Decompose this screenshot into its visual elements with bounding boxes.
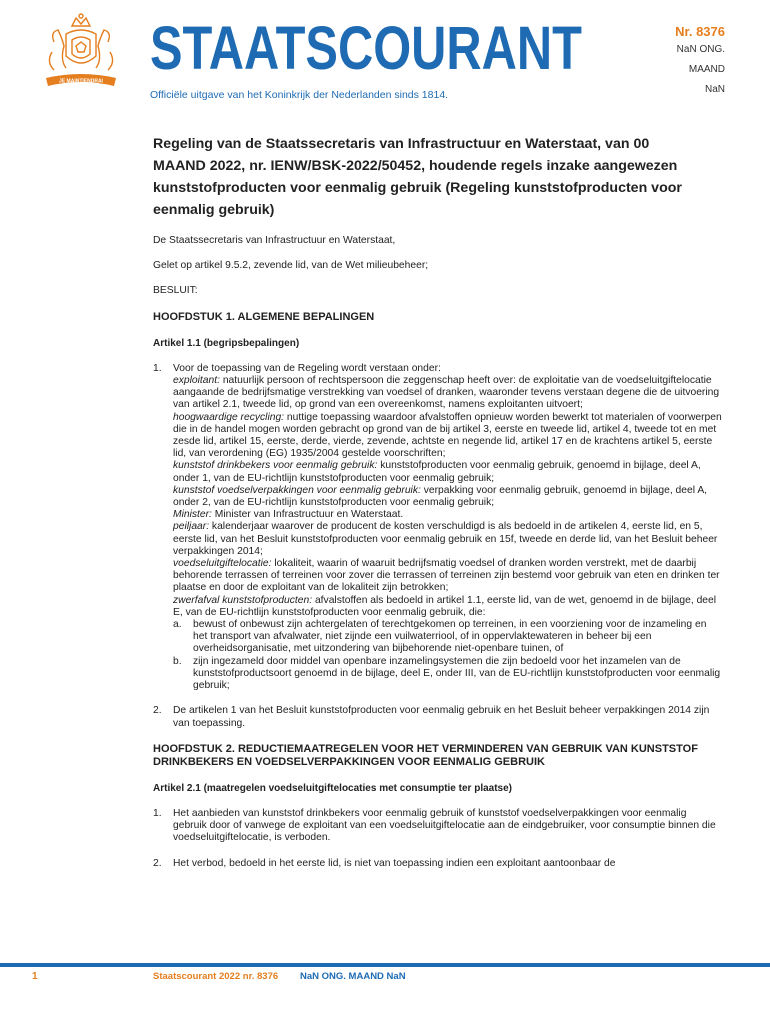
sub-item-letter: a. bbox=[173, 619, 182, 631]
definition-text: kalenderjaar waarover de producent de kosten verschuldigd is als bedoeld in de artikelen 4, eerste lid, en 5, eerste lid, van het Besluit kunststofproducten voor eenmalig gebruik en 15f, tweede en derde lid, van het Besluit beheer verpakkingen 2014; bbox=[173, 521, 718, 557]
royal-crest-logo bbox=[42, 12, 120, 92]
intro-line-2: Gelet op artikel 9.5.2, zevende lid, van de Wet milieubeheer; bbox=[153, 260, 429, 272]
masthead-title: STAATSCOURANT bbox=[150, 14, 582, 82]
page-number: 1 bbox=[32, 971, 38, 982]
definition-text: verpakking voor eenmalig gebruik, genoemd in bijlage, deel A, onder 2, van de EU-richtlijn kunststofproducten voor eenmalig gebruik; bbox=[173, 484, 708, 509]
definition-term: hoogwaardige recycling: bbox=[173, 411, 285, 423]
item-lead: Voor de toepassing van de Regeling wordt verstaan onder: bbox=[173, 362, 441, 374]
item-number: 1. bbox=[153, 362, 162, 374]
chapter-2-heading: HOOFDSTUK 2. REDUCTIEMAATREGELEN VOOR HET VERMINDEREN VAN GEBRUIK VAN KUNSTSTOF DRINKBEKERS EN VOEDSELVERPAKKINGEN VOOR EENMALIG GEBRUIK bbox=[153, 742, 698, 768]
article-1-1-heading: Artikel 1.1 (begripsbepalingen) bbox=[153, 337, 300, 349]
issue-info bbox=[675, 24, 725, 100]
svg-text:JE MAINTIENDRAI: JE MAINTIENDRAI bbox=[59, 78, 103, 85]
footer-publication: Staatscourant 2022 nr. 8376 bbox=[153, 971, 279, 982]
article-2-1-heading: Artikel 2.1 (maatregelen voedseluitgiftelocaties met consumptie ter plaatse) bbox=[153, 782, 513, 794]
sub-item-text: bewust of onbewust zijn achtergelaten of terechtgekomen op terreinen, in een voorziening voor de inzameling en het transport van afvalwater, niet zijnde een vuilwaterriool, of in oppervlaktewateren in beheer bij een overheidsorganisatie, met uitzondering van bijbehorende niet-openbare tuinen, of bbox=[193, 619, 707, 655]
definition-term: peiljaar: bbox=[173, 521, 210, 533]
sub-item-a bbox=[173, 619, 723, 656]
definition bbox=[173, 595, 723, 619]
definition-term: kunststof drinkbekers voor eenmalig gebruik: bbox=[173, 460, 378, 472]
intro-line-3: BESLUIT: bbox=[153, 285, 198, 297]
document-body bbox=[153, 235, 723, 883]
issue-date-line-3: NaN bbox=[704, 84, 725, 95]
issue-date-line-2: MAAND bbox=[688, 64, 725, 75]
definition-text: lokaliteit, waarin of waaruit bedrijfsmatig voedsel of dranken worden verstrekt, met de daarbij behorende terrassen of terreinen voor zover die terrassen of terreinen zijn bestemd voor gebruik van eten en drinken ter plaatse en door de exploitant van de lokaliteit zijn betrokken; bbox=[173, 558, 720, 594]
definition-term: Minister: bbox=[173, 509, 212, 521]
footer-issue: NaN ONG. MAAND NaN bbox=[300, 971, 406, 982]
definition-text: afvalstoffen als bedoeld in artikel 1.1, eerste lid, van de wet, genoemd in de bijlage, deel E, van de EU-richtlijn kunststofproducten voor eenmalig gebruik, die: bbox=[173, 594, 717, 618]
definition-term: exploitant: bbox=[173, 375, 220, 387]
definition bbox=[173, 521, 723, 558]
issue-number: Nr. 8376 bbox=[675, 24, 725, 39]
intro-line-1: De Staatssecretaris van Infrastructuur en Waterstaat, bbox=[153, 235, 396, 246]
definition-term: kunststof voedselverpakkingen voor eenmalig gebruik: bbox=[173, 484, 421, 496]
definition bbox=[173, 485, 723, 509]
item-content: De artikelen 1 van het Besluit kunststofproducten voor eenmalig gebruik en het Besluit beheer verpakkingen 2014 zijn van toepassing. bbox=[173, 705, 710, 729]
article-1-1-item-1 bbox=[153, 363, 723, 692]
sub-item-letter: b. bbox=[173, 655, 182, 667]
item-content: Het aanbieden van kunststof drinkbekers voor eenmalig gebruik of kunststof voedselverpakkingen voor eenmalig gebruik door of vanwege de exploitant van een voedseluitgiftelocatie aan de eindgebruiker, voor consumptie binnen die voedseluitgiftelocatie, is verboden. bbox=[173, 807, 716, 844]
item-number: 2. bbox=[153, 705, 162, 717]
footer-divider bbox=[0, 963, 770, 967]
issue-date-line-1: NaN ONG. bbox=[676, 44, 725, 55]
article-2-1-item-2 bbox=[153, 858, 723, 870]
definition-term: zwerfafval kunststofproducten: bbox=[173, 594, 313, 606]
document-title: Regeling van de Staatssecretaris van Infrastructuur en Waterstaat, van 00 MAAND 2022, nr. IENW/BSK-2022/50452, houdende regels inzake aangewezen kunststofproducten voor eenmalig gebruik (Regeling kunststofproducten voor eenmalig gebruik) bbox=[153, 136, 682, 218]
chapter-1-heading: HOOFDSTUK 1. ALGEMENE BEPALINGEN bbox=[153, 310, 375, 323]
sub-item-text: zijn ingezameld door middel van openbare inzamelingsystemen die zijn bedoeld voor het inzamelen van de kunststofproductsoort genoemd in de bijlage, deel E, onder III, van de EU-richtlijn kunststofproducten voor eenmalig gebruik; bbox=[193, 655, 721, 692]
definition bbox=[173, 375, 723, 412]
definition bbox=[173, 460, 723, 484]
definition bbox=[173, 412, 723, 461]
definition-text: nuttige toepassing waardoor afvalstoffen opnieuw worden bewerkt tot materialen of voorwerpen die in de handel mogen worden gebracht op grond van de bij artikel 3, eerste en tweede lid, artikel 4, tweede tot en met zesde lid, artikel 15, eerste, derde, vierde, zevende, achtste en negende lid, artikel 17 en de krachtens artikel 5, eerste lid, van verordening (EG) 1935/2004 gestelde voorschriften; bbox=[173, 411, 722, 460]
sub-item-b bbox=[173, 656, 723, 693]
item-content: Het verbod, bedoeld in het eerste lid, is niet van toepassing indien een exploitant aantoonbaar de bbox=[173, 857, 616, 869]
definition-text: natuurlijk persoon of rechtspersoon die zeggenschap heeft over: de exploitatie van de voedseluitgiftelocatie aangaande de bedrijfsmatige verstrekking van voedsel of dranken, waaronder tevens verstaan degene die de uitvoering van artikel 2.1, tweede lid, op grond van een overeenkomst, namens exploitanten uitvoert; bbox=[173, 375, 720, 411]
masthead-tagline: Officiële uitgave van het Koninkrijk der Nederlanden sinds 1814. bbox=[150, 89, 449, 101]
definition bbox=[173, 558, 723, 595]
article-2-1-item-1 bbox=[153, 808, 723, 845]
definition-term: voedseluitgiftelocatie: bbox=[173, 558, 272, 570]
definition bbox=[173, 509, 723, 521]
item-number: 1. bbox=[153, 807, 162, 819]
article-1-1-item-2 bbox=[153, 705, 723, 729]
definition-text: Minister van Infrastructuur en Waterstaat. bbox=[211, 509, 404, 521]
item-content bbox=[173, 363, 723, 692]
item-number: 2. bbox=[153, 857, 162, 869]
definition-text: kunststofproducten voor eenmalig gebruik, genoemd in bijlage, deel A, onder 1, van de EU-richtlijn kunststofproducten voor eenmalig gebruik; bbox=[173, 460, 701, 484]
